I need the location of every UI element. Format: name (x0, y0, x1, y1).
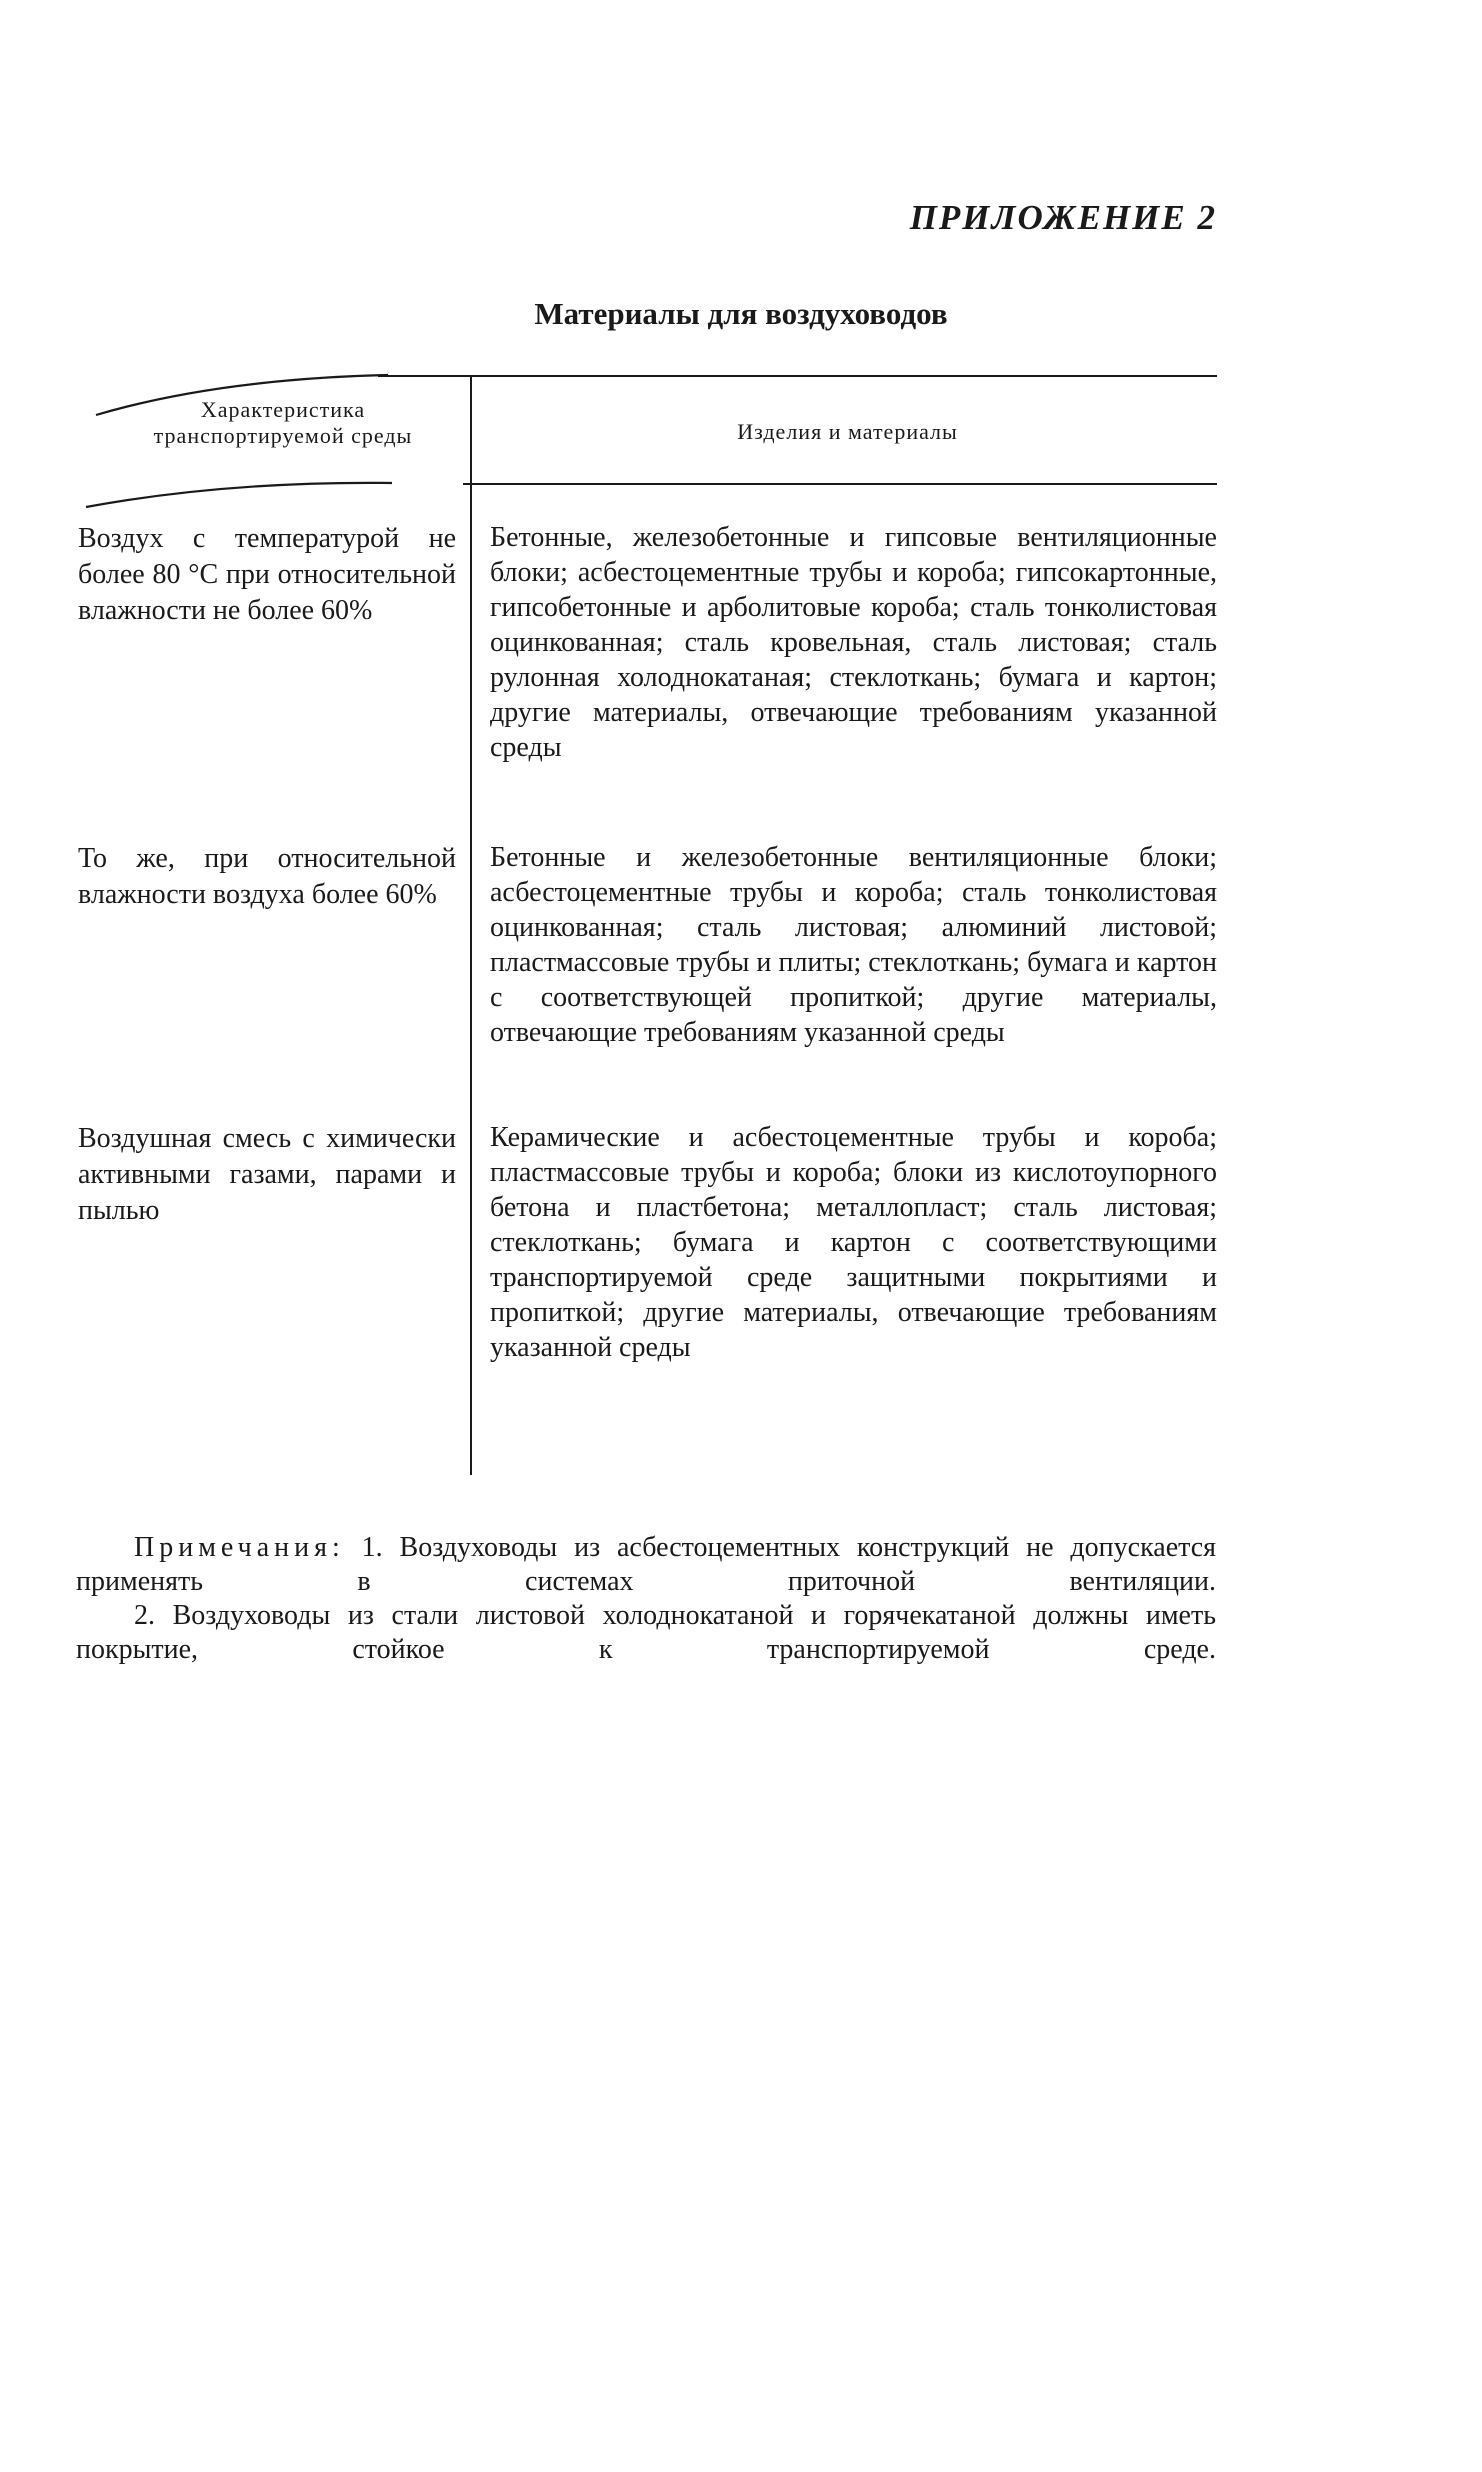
table-column-divider (470, 375, 472, 1475)
table-header-rule (463, 483, 1217, 485)
note-1 (76, 1531, 1216, 1599)
row-2-environment: То же, при относительной влажности воздуха более 60% (78, 843, 456, 910)
row-1-environment: Воздух с температурой не более 80 °С при относительной влажности не более 60% (78, 523, 456, 626)
notes-section (76, 1531, 1216, 1667)
appendix-label: ПРИЛОЖЕНИЕ 2 (909, 198, 1217, 237)
table-top-rule (378, 375, 1217, 377)
note-2: 2. Воздуховоды из стали листовой холоднокатаной и горячекатаной должны иметь покрытие, стойкое к транспортируемой среде. (76, 1600, 1216, 1665)
notes-heading: Примечания: (134, 1532, 345, 1563)
materials-table (78, 375, 1217, 1475)
row-2-materials: Бетонные и железобетонные вентиляционные блоки; асбестоцементные трубы и короба; сталь тонколистовая оцинкованная; сталь листовая; алюминий листовой; пластмассовые трубы и плиты; стеклоткань; бумага и картон с соответствующей пропиткой; другие материалы, отвечающие требованиям указанной среды (490, 842, 1217, 1048)
note-1-text: 1. Воздуховоды из асбестоцементных конструкций не допускается применять в системах приточной вентиляции. (76, 1532, 1217, 1597)
table-title: Материалы для воздуховодов (534, 296, 948, 331)
row-3-materials: Керамические и асбестоцементные трубы и короба; пластмассовые трубы и короба; блоки из кислотоупорного бетона и пластбетона; металлопласт; сталь листовая; стеклоткань; бумага и картон с соответствующими транспортируемой среде защитными покрытиями и пропиткой; другие материалы, отвечающие требованиям указанной среды (490, 1122, 1217, 1363)
header-materials: Изделия и материалы (737, 419, 958, 444)
row-1-materials: Бетонные, железобетонные и гипсовые вентиляционные блоки; асбестоцементные трубы и короба; гипсокартонные, гипсобетонные и арболитовые короба; сталь тонколистовая оцинкованная; сталь кровельная, сталь листовая; сталь рулонная холоднокатаная; стеклоткань; бумага и картон; другие материалы, отвечающие требованиям указанной среды (490, 522, 1217, 763)
header-environment: Характеристика транспортируемой среды (153, 397, 413, 448)
row-3-environment: Воздушная смесь с химически активными газами, парами и пылью (78, 1123, 456, 1226)
